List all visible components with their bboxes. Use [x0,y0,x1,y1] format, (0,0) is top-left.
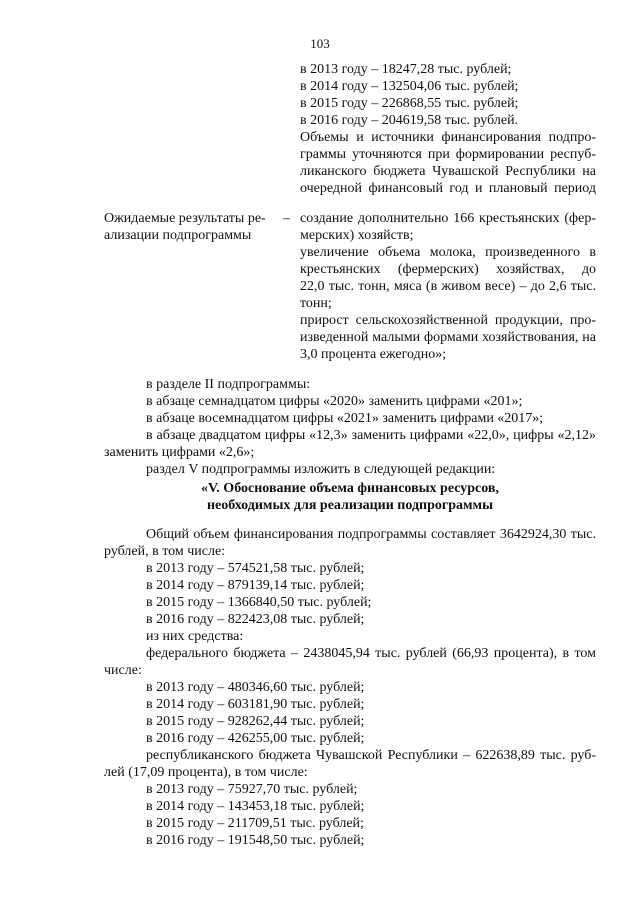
amendment-line: в абзаце двадцатом цифры «12,3» заменить цифрами «22,0», цифры «2,12» [146,428,596,443]
body-line: в 2016 году – 822423,08 тыс. рублей; [146,612,365,627]
body-line: в 2014 году – 603181,90 тыс. рублей; [146,697,365,712]
results-line: изведенной малыми формами хозяйствования, на [300,330,596,345]
amendment-line: в абзаце семнадцатом цифры «2020» заменить цифрами «201»; [146,394,523,409]
top-line: в 2016 году – 204619,58 тыс. рублей. [300,113,519,128]
body-line: в 2013 году – 480346,60 тыс. рублей; [146,680,365,695]
body-line: в 2014 году – 879139,14 тыс. рублей; [146,578,365,593]
top-line: Объемы и источники финансирования подпро- [300,130,596,145]
results-line: прирост сельскохозяйственной продукции, про- [300,313,596,328]
amendment-line: в разделе II подпрограммы: [146,377,311,392]
results-line: 3,0 процента ежегодно»; [300,347,447,362]
top-line: в 2015 году – 226868,55 тыс. рублей; [300,96,519,111]
results-line: 22,0 тыс. тонн, мяса (в живом весе) – до 2,6 тыс. [300,279,596,294]
top-line: в 2013 году – 18247,28 тыс. рублей; [300,62,512,77]
results-line: крестьянских (фермерских) хозяйствах, до [300,262,596,277]
body-line: в 2013 году – 75927,70 тыс. рублей; [146,782,358,797]
body-line: в 2016 году – 426255,00 тыс. рублей; [146,731,365,746]
results-label-line: ализации подпрограммы [104,228,252,243]
top-line: ликанского бюджета Чувашской Республики на [300,164,596,179]
top-line: в 2014 году – 132504,06 тыс. рублей; [300,79,519,94]
results-line: мерских) хозяйств; [300,228,414,243]
body-line: в 2015 году – 928262,44 тыс. рублей; [146,714,365,729]
body-line: в 2014 году – 143453,18 тыс. рублей; [146,799,365,814]
amendment-line: в абзаце восемнадцатом цифры «2021» заменить цифрами «2017»; [146,411,544,426]
body-line: Общий объем финансирования подпрограммы составляет 3642924,30 тыс. [146,527,596,542]
top-line: граммы уточняются при формировании респуб- [300,147,596,162]
body-line: в 2013 году – 574521,58 тыс. рублей; [146,561,365,576]
section-heading: «V. Обоснование объема финансовых ресурсов, [201,481,499,496]
body-line: числе: [104,663,142,678]
results-line: создание дополнительно 166 крестьянских (фер- [300,211,596,226]
body-line: из них средства: [146,629,244,644]
body-line: федерального бюджета – 2438045,94 тыс. рублей (66,93 процента), в том [146,646,596,661]
results-label-line: Ожидаемые результаты ре- [104,211,266,226]
amendment-line: заменить цифрами «2,6»; [104,445,255,460]
results-line: увеличение объема молока, произведенного в [300,245,596,260]
body-line: рублей, в том числе: [104,544,226,559]
results-dash: – [283,211,290,226]
section-heading: необходимых для реализации подпрограммы [206,498,494,513]
top-line: очередной финансовый год и плановый период [300,181,596,196]
page-number: 103 [310,36,330,51]
body-line: в 2015 году – 211709,51 тыс. рублей; [146,816,364,831]
body-line: в 2016 году – 191548,50 тыс. рублей; [146,833,365,848]
body-line: республиканского бюджета Чувашской Республики – 622638,89 тыс. руб- [146,748,596,763]
body-line: лей (17,09 процента), в том числе: [104,765,308,780]
body-line: в 2015 году – 1366840,50 тыс. рублей; [146,595,372,610]
results-line: тонн; [300,296,332,311]
amendment-line: раздел V подпрограммы изложить в следующей редакции: [146,462,496,477]
